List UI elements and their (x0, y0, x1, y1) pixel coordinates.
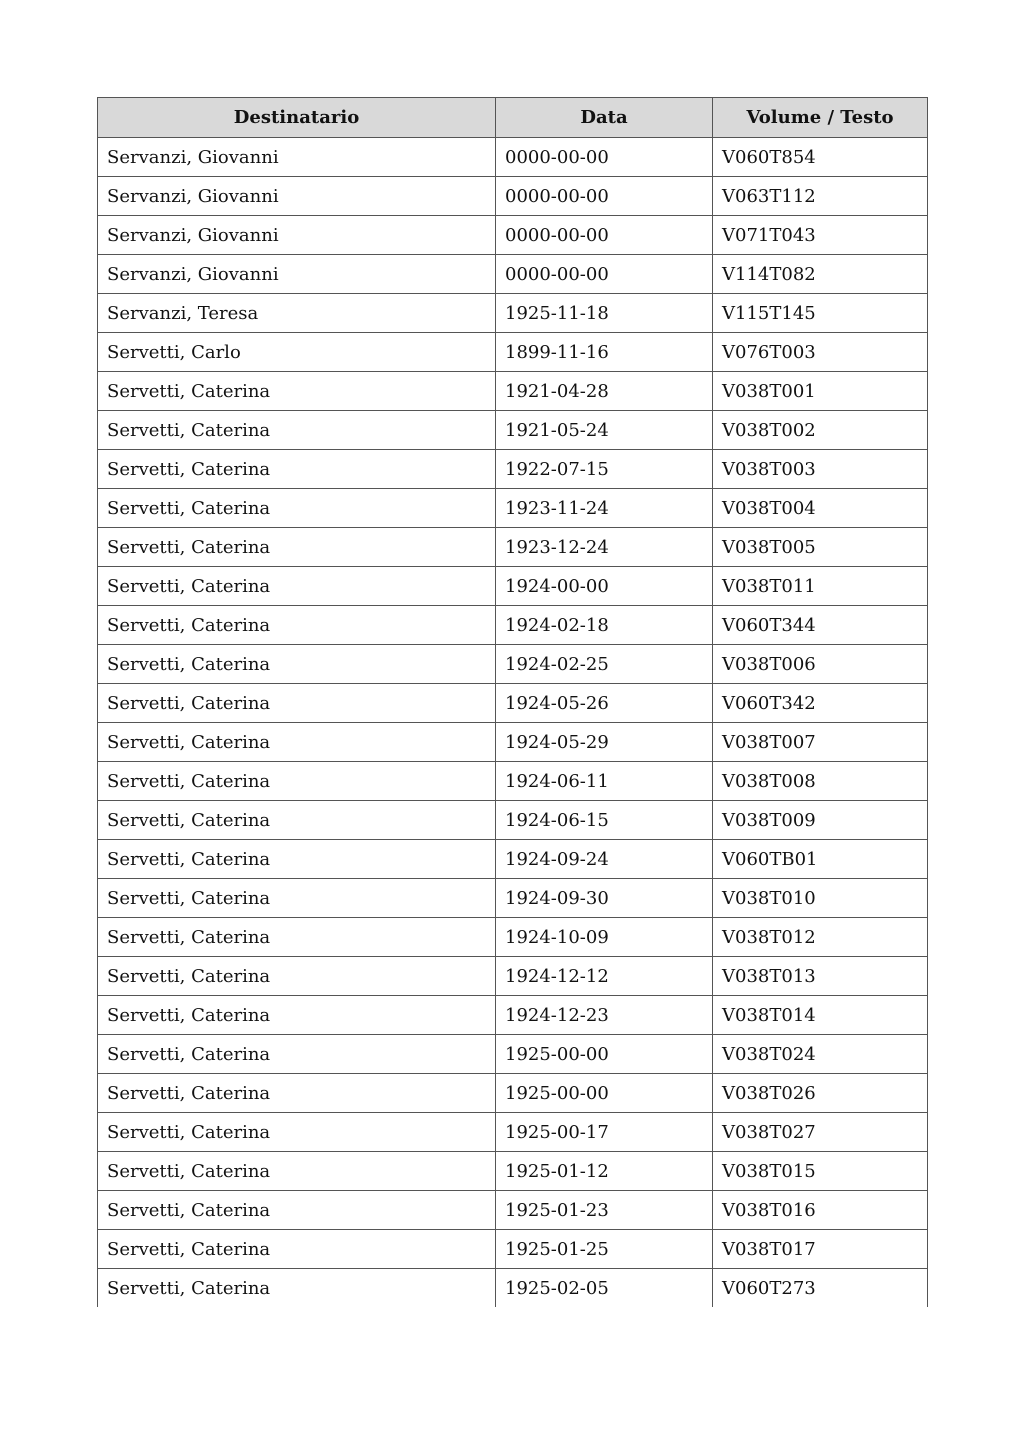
cell-volume-text: V038T024 (713, 1035, 928, 1074)
table-row (98, 879, 928, 918)
cell-date: 1924-02-18 (496, 606, 713, 645)
cell-volume-text: V038T002 (713, 411, 928, 450)
cell-volume-text: V060T342 (713, 684, 928, 723)
cell-date: 1924-10-09 (496, 918, 713, 957)
cell-recipient: Servetti, Caterina (98, 957, 496, 996)
table-row (98, 957, 928, 996)
cell-date: 1925-01-23 (496, 1191, 713, 1230)
cell-date: 1899-11-16 (496, 333, 713, 372)
cell-recipient: Servetti, Caterina (98, 1230, 496, 1269)
cell-recipient: Servetti, Caterina (98, 996, 496, 1035)
cell-recipient: Servetti, Caterina (98, 567, 496, 606)
cell-recipient: Servetti, Caterina (98, 1113, 496, 1152)
cell-volume-text: V038T016 (713, 1191, 928, 1230)
cell-volume-text: V038T011 (713, 567, 928, 606)
cell-date: 0000-00-00 (496, 138, 713, 177)
cell-date: 1925-00-00 (496, 1035, 713, 1074)
table-row (98, 294, 928, 333)
cell-recipient: Servanzi, Giovanni (98, 138, 496, 177)
cell-volume-text: V038T026 (713, 1074, 928, 1113)
table-row (98, 411, 928, 450)
header-recipient: Destinatario (98, 98, 496, 138)
table-row (98, 918, 928, 957)
cell-recipient: Servetti, Caterina (98, 1152, 496, 1191)
cell-date: 1923-11-24 (496, 489, 713, 528)
cell-date: 1924-12-12 (496, 957, 713, 996)
cell-date: 0000-00-00 (496, 177, 713, 216)
cell-volume-text: V060T854 (713, 138, 928, 177)
table-header (98, 98, 928, 138)
cell-date: 1924-09-24 (496, 840, 713, 879)
table-body (98, 138, 928, 1308)
cell-recipient: Servanzi, Giovanni (98, 216, 496, 255)
cell-date: 1924-09-30 (496, 879, 713, 918)
cell-date: 1924-05-26 (496, 684, 713, 723)
cell-date: 1925-00-00 (496, 1074, 713, 1113)
cell-date: 1924-06-11 (496, 762, 713, 801)
cell-volume-text: V038T010 (713, 879, 928, 918)
cell-recipient: Servetti, Carlo (98, 333, 496, 372)
table-row (98, 1230, 928, 1269)
table-row (98, 801, 928, 840)
cell-date: 1925-00-17 (496, 1113, 713, 1152)
cell-volume-text: V038T013 (713, 957, 928, 996)
cell-recipient: Servetti, Caterina (98, 762, 496, 801)
table-row (98, 138, 928, 177)
cell-volume-text: V060TB01 (713, 840, 928, 879)
cell-recipient: Servanzi, Giovanni (98, 177, 496, 216)
cell-date: 1921-05-24 (496, 411, 713, 450)
cell-recipient: Servetti, Caterina (98, 879, 496, 918)
table-row (98, 216, 928, 255)
table-row (98, 645, 928, 684)
cell-volume-text: V038T006 (713, 645, 928, 684)
table-row (98, 762, 928, 801)
table-row (98, 723, 928, 762)
cell-recipient: Servetti, Caterina (98, 372, 496, 411)
table-row (98, 1074, 928, 1113)
table-row (98, 1035, 928, 1074)
cell-recipient: Servetti, Caterina (98, 918, 496, 957)
cell-date: 1924-00-00 (496, 567, 713, 606)
cell-recipient: Servetti, Caterina (98, 801, 496, 840)
cell-recipient: Servetti, Caterina (98, 684, 496, 723)
cell-date: 1924-02-25 (496, 645, 713, 684)
cell-volume-text: V115T145 (713, 294, 928, 333)
table-row (98, 1152, 928, 1191)
cell-date: 1922-07-15 (496, 450, 713, 489)
cell-volume-text: V038T008 (713, 762, 928, 801)
table-row (98, 1269, 928, 1308)
cell-recipient: Servetti, Caterina (98, 528, 496, 567)
cell-recipient: Servanzi, Giovanni (98, 255, 496, 294)
header-date: Data (496, 98, 713, 138)
table-row (98, 1191, 928, 1230)
cell-volume-text: V038T005 (713, 528, 928, 567)
cell-volume-text: V063T112 (713, 177, 928, 216)
cell-recipient: Servetti, Caterina (98, 840, 496, 879)
table-row (98, 567, 928, 606)
correspondence-table (97, 97, 928, 1307)
cell-recipient: Servetti, Caterina (98, 1191, 496, 1230)
cell-date: 1921-04-28 (496, 372, 713, 411)
table-row (98, 528, 928, 567)
cell-date: 0000-00-00 (496, 255, 713, 294)
cell-volume-text: V038T003 (713, 450, 928, 489)
table-row (98, 996, 928, 1035)
cell-date: 1925-01-25 (496, 1230, 713, 1269)
cell-date: 1924-12-23 (496, 996, 713, 1035)
header-row (98, 98, 928, 138)
table-row (98, 606, 928, 645)
cell-volume-text: V038T004 (713, 489, 928, 528)
table-row (98, 1113, 928, 1152)
cell-recipient: Servetti, Caterina (98, 1074, 496, 1113)
cell-volume-text: V038T009 (713, 801, 928, 840)
cell-recipient: Servetti, Caterina (98, 1035, 496, 1074)
cell-date: 1925-01-12 (496, 1152, 713, 1191)
cell-recipient: Servetti, Caterina (98, 606, 496, 645)
cell-volume-text: V038T007 (713, 723, 928, 762)
table-row (98, 450, 928, 489)
cell-volume-text: V038T015 (713, 1152, 928, 1191)
cell-volume-text: V071T043 (713, 216, 928, 255)
cell-volume-text: V038T012 (713, 918, 928, 957)
table-row (98, 177, 928, 216)
cell-recipient: Servetti, Caterina (98, 489, 496, 528)
cell-volume-text: V038T014 (713, 996, 928, 1035)
cell-recipient: Servetti, Caterina (98, 645, 496, 684)
cell-volume-text: V060T344 (713, 606, 928, 645)
cell-recipient: Servanzi, Teresa (98, 294, 496, 333)
table-row (98, 255, 928, 294)
cell-volume-text: V060T273 (713, 1269, 928, 1308)
cell-recipient: Servetti, Caterina (98, 411, 496, 450)
cell-volume-text: V038T001 (713, 372, 928, 411)
cell-date: 1924-06-15 (496, 801, 713, 840)
cell-date: 1925-02-05 (496, 1269, 713, 1308)
cell-date: 1923-12-24 (496, 528, 713, 567)
cell-recipient: Servetti, Caterina (98, 1269, 496, 1308)
header-volume-text: Volume / Testo (713, 98, 928, 138)
table-row (98, 372, 928, 411)
cell-recipient: Servetti, Caterina (98, 450, 496, 489)
cell-volume-text: V076T003 (713, 333, 928, 372)
table-row (98, 489, 928, 528)
cell-volume-text: V038T017 (713, 1230, 928, 1269)
table-row (98, 840, 928, 879)
cell-volume-text: V114T082 (713, 255, 928, 294)
cell-recipient: Servetti, Caterina (98, 723, 496, 762)
cell-date: 1924-05-29 (496, 723, 713, 762)
table-row (98, 333, 928, 372)
cell-date: 1925-11-18 (496, 294, 713, 333)
cell-volume-text: V038T027 (713, 1113, 928, 1152)
cell-date: 0000-00-00 (496, 216, 713, 255)
table-row (98, 684, 928, 723)
